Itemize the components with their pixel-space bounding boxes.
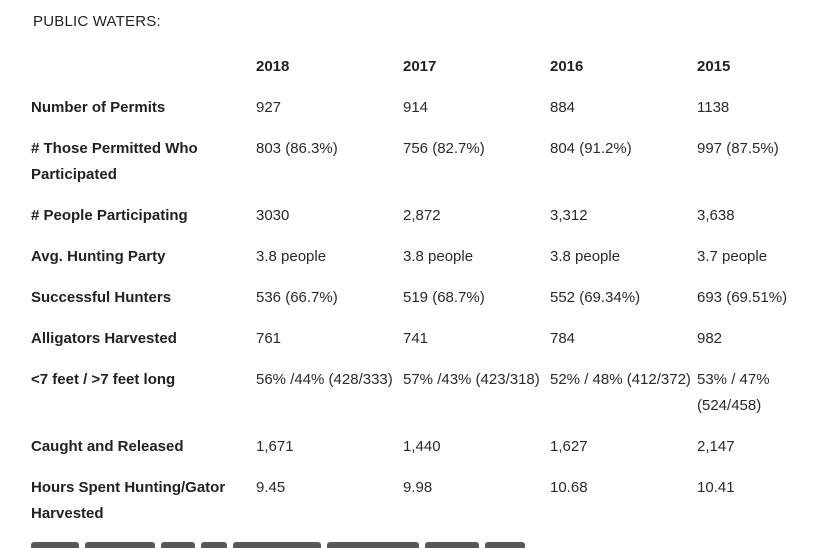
section-heading: PUBLIC WATERS:	[33, 13, 161, 30]
table-cell: 57% /43% (423/318)	[403, 371, 540, 388]
table-cell: 1,627	[550, 438, 588, 455]
column-header-2016: 2016	[550, 58, 584, 75]
table-cell: 914	[403, 99, 429, 116]
table-cell: 761	[256, 330, 282, 347]
table-cell: 536 (66.7%)	[256, 289, 338, 306]
column-header-blank	[31, 54, 256, 95]
table-cell: 3.8 people	[403, 248, 474, 265]
table-cell: 3.8 people	[550, 248, 621, 265]
row-label: Avg. Hunting Party	[31, 248, 166, 265]
table-cell: 3.7 people	[697, 248, 768, 265]
table-cell: 1138	[697, 99, 730, 116]
table-cell: 10.41	[697, 479, 735, 496]
table-cell: 519 (68.7%)	[403, 289, 485, 306]
table-cell: 756 (82.7%)	[403, 140, 485, 157]
table-cell: 3,638	[697, 207, 735, 224]
table-row-permitted-participated	[31, 136, 811, 203]
table-row-successful-hunters	[31, 285, 811, 326]
table-cell: 52% / 48% (412/372)	[550, 371, 691, 388]
table-cell: 804 (91.2%)	[550, 140, 632, 157]
row-label: Alligators Harvested	[31, 330, 177, 347]
table-cell: 927	[256, 99, 282, 116]
table-cell: 3,312	[550, 207, 588, 224]
table-row-hours-per-gator	[31, 475, 811, 542]
table-header-row	[31, 54, 811, 95]
statistics-table	[31, 54, 811, 542]
column-header-2017: 2017	[403, 58, 437, 75]
table-cell: 741	[403, 330, 429, 347]
row-label: Caught and Released	[31, 438, 184, 455]
table-cell: 552 (69.34%)	[550, 289, 641, 306]
table-cell: 9.45	[256, 479, 286, 496]
table-cell: 1,671	[256, 438, 294, 455]
row-label: Hours Spent Hunting/Gator Harvested	[31, 479, 226, 522]
table-row-caught-released	[31, 434, 811, 475]
table-row-alligators-harvested	[31, 326, 811, 367]
row-label: # Those Permitted Who Participated	[31, 140, 198, 183]
row-label: Successful Hunters	[31, 289, 172, 306]
table-cell: 803 (86.3%)	[256, 140, 338, 157]
table-row-avg-hunting-party	[31, 244, 811, 285]
table-cell: 693 (69.51%)	[697, 289, 788, 306]
table-cell: 2,147	[697, 438, 735, 455]
cut-off-text-line	[31, 536, 621, 548]
row-label: <7 feet / >7 feet long	[31, 371, 176, 388]
row-label: # People Participating	[31, 207, 188, 224]
column-header-2015: 2015	[697, 58, 731, 75]
table-cell: 982	[697, 330, 723, 347]
table-cell: 3030	[256, 207, 290, 224]
row-label: Number of Permits	[31, 99, 166, 116]
table-cell: 997 (87.5%)	[697, 140, 779, 157]
table-cell: 784	[550, 330, 576, 347]
column-header-2018: 2018	[256, 58, 290, 75]
table-cell: 2,872	[403, 207, 441, 224]
table-cell: 3.8 people	[256, 248, 327, 265]
table-cell: 10.68	[550, 479, 588, 496]
table-cell: 884	[550, 99, 576, 116]
table-cell: 56% /44% (428/333)	[256, 371, 393, 388]
table-cell: 1,440	[403, 438, 441, 455]
table-cell: 53% / 47% (524/458)	[697, 371, 770, 414]
table-row-length-split	[31, 367, 811, 434]
table-cell: 9.98	[403, 479, 433, 496]
table-row-people-participating	[31, 203, 811, 244]
table-row-number-of-permits	[31, 95, 811, 136]
